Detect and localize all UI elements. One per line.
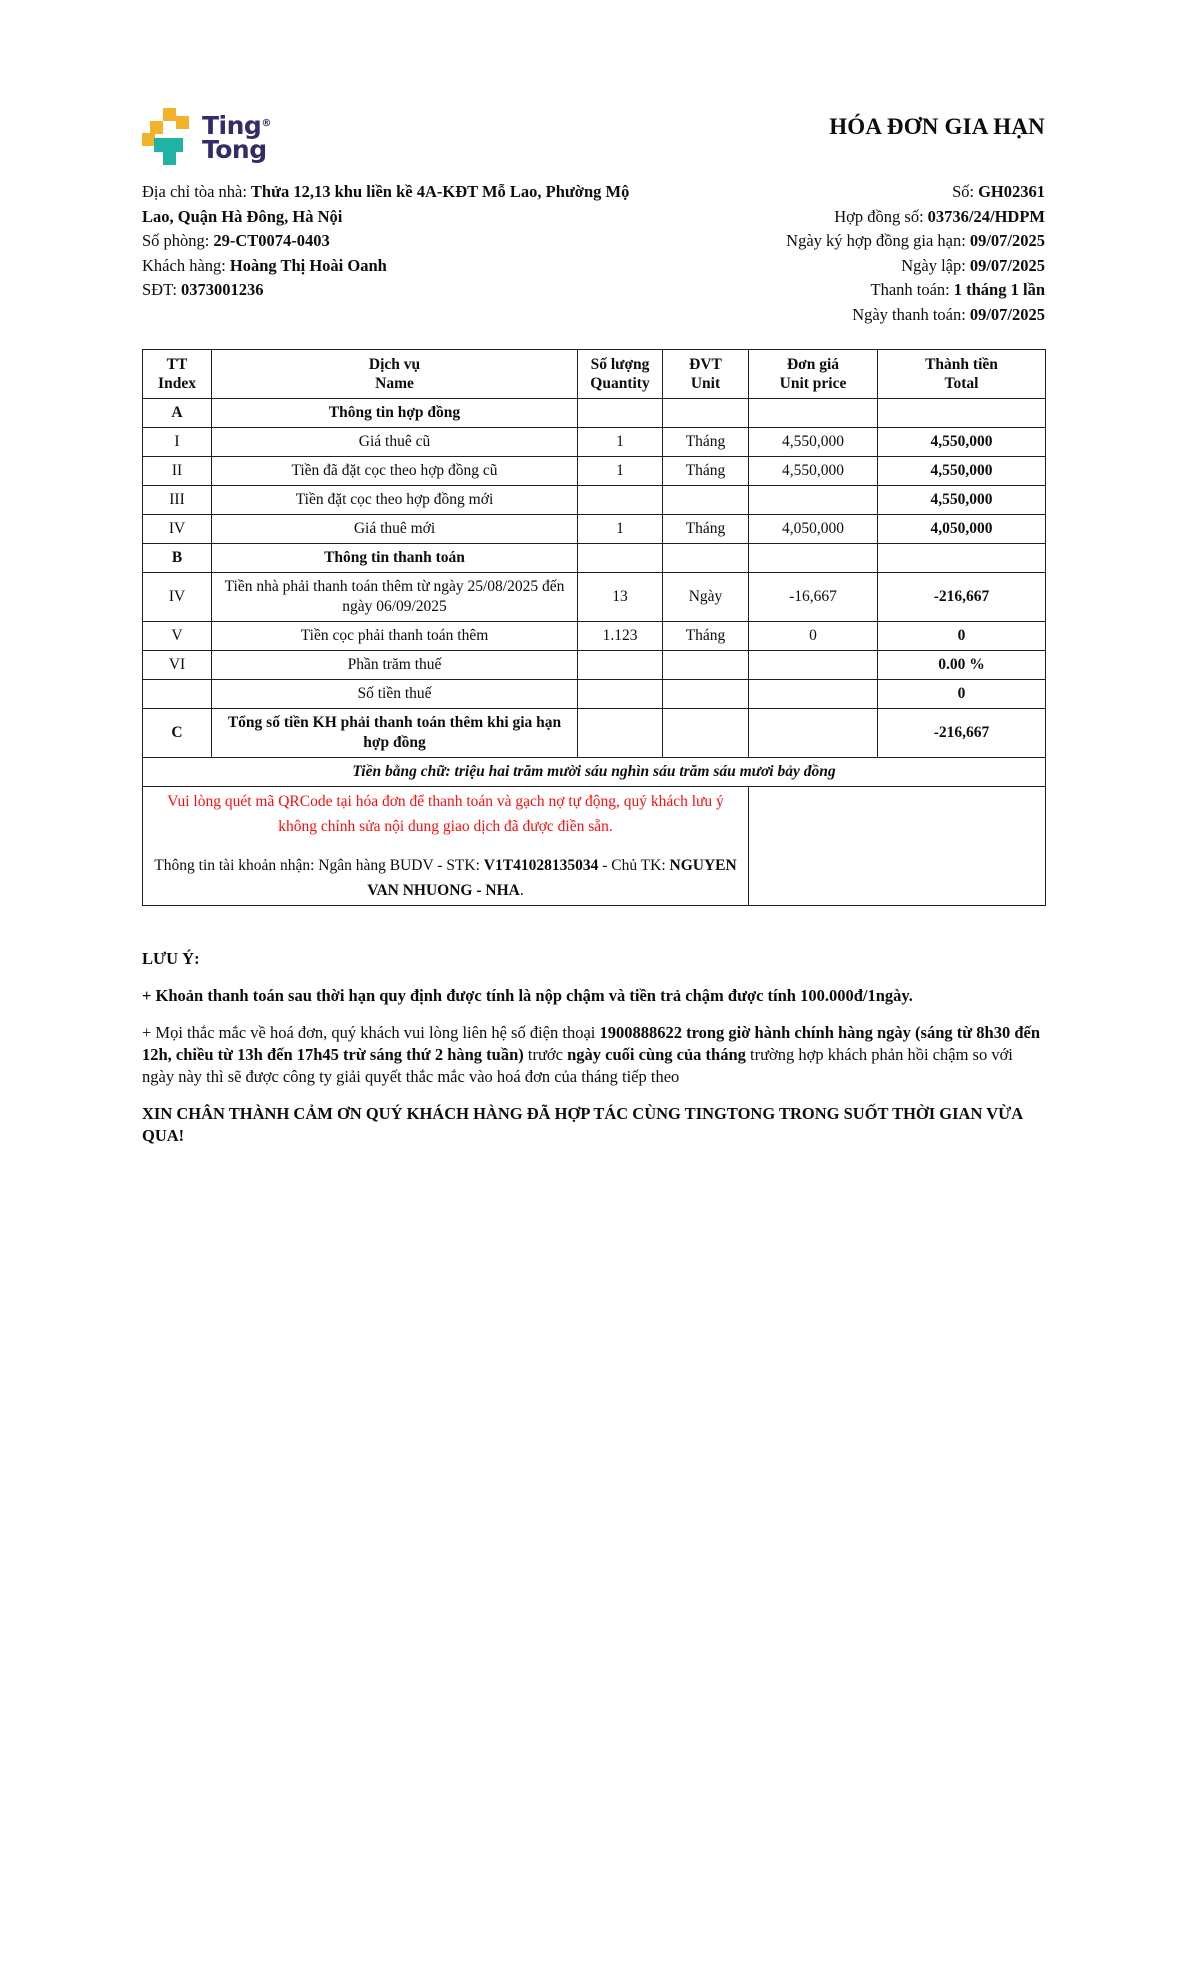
table-row: IV Giá thuê mới 1 Tháng 4,050,000 4,050,000 xyxy=(143,514,1046,543)
tingtong-logo xyxy=(142,108,271,166)
late-payment-note: + Khoản thanh toán sau thời hạn quy định được tính là nộp chậm và tiền trả chậm được tính 100.000đ/1ngày. xyxy=(142,985,913,1005)
room-label: Số phòng: xyxy=(142,231,210,251)
registered-mark: ® xyxy=(261,118,272,129)
header xyxy=(142,108,1045,166)
renewal-sign-date-label: Ngày ký hợp đồng gia hạn: xyxy=(786,231,966,251)
issue-date-value: 09/07/2025 xyxy=(969,255,1045,275)
table-header-row xyxy=(143,349,1046,398)
invoice-number-label: Số: xyxy=(952,182,975,201)
table-row: II Tiền đã đặt cọc theo hợp đồng cũ 1 Tháng 4,550,000 4,550,000 xyxy=(143,456,1046,485)
renewal-sign-date-value: 09/07/2025 xyxy=(969,231,1045,251)
table-row-section-b: B Thông tin thanh toán xyxy=(143,543,1046,572)
payment-instruction-cell xyxy=(143,786,749,905)
logo-line1: Ting xyxy=(202,111,262,140)
invoice-meta-block xyxy=(634,180,1045,328)
table-row: III Tiền đặt cọc theo hợp đồng mới 4,550,000 xyxy=(143,485,1046,514)
tingtong-pixel-sprout-icon xyxy=(142,108,190,166)
invoice-number-line xyxy=(634,180,1045,205)
payment-cycle-line xyxy=(634,278,1045,303)
issue-date-line xyxy=(634,254,1045,279)
logo-line2: Tong xyxy=(202,135,267,164)
closing-thanks: XIN CHÂN THÀNH CẢM ƠN QUÝ KHÁCH HÀNG ĐÃ HỢP TÁC CÙNG TINGTONG TRONG SUỐT THỜI GIAN VỪA QUA! xyxy=(142,1103,1023,1145)
table-row: V Tiền cọc phải thanh toán thêm 1.123 Tháng 0 0 xyxy=(143,621,1046,650)
contract-number-label: Hợp đồng số: xyxy=(834,206,924,226)
payment-cycle-label: Thanh toán: xyxy=(870,280,950,300)
room-number-line xyxy=(142,229,634,254)
col-header-total: Thành tiền Total xyxy=(878,349,1046,398)
contract-number-value: 03736/24/HDPM xyxy=(927,206,1045,226)
notes-section xyxy=(142,948,1045,1147)
building-info-block xyxy=(142,180,634,328)
phone-value: 0373001236 xyxy=(180,280,264,300)
receiving-account-info: Thông tin tài khoản nhận: Ngân hàng BUDV - STK: V1T41028135034 - Chủ TK: NGUYEN VAN NHUONG - NHA. xyxy=(154,856,737,899)
payment-date-value: 09/07/2025 xyxy=(969,304,1045,324)
customer-line xyxy=(142,254,634,279)
building-address-line xyxy=(142,180,634,229)
invoice-table xyxy=(142,349,1046,906)
table-row: I Giá thuê cũ 1 Tháng 4,550,000 4,550,000 xyxy=(143,427,1046,456)
col-header-index: TT Index xyxy=(143,349,212,398)
invoice-number-value: GH02361 xyxy=(978,182,1045,201)
logo-wordmark xyxy=(202,112,271,162)
address-value: Thửa 12,13 khu liền kề 4A-KĐT Mỗ Lao, Phường Mộ Lao, Quận Hà Đông, Hà Nội xyxy=(142,182,630,226)
payment-instruction-row xyxy=(143,786,1046,905)
invoice-info xyxy=(142,180,1045,328)
customer-value: Hoàng Thị Hoài Oanh xyxy=(229,255,387,275)
table-row-section-a: A Thông tin hợp đồng xyxy=(143,398,1046,427)
amount-in-words: Tiền bằng chữ: triệu hai trăm mười sáu nghìn sáu trăm sáu mươi bảy đồng xyxy=(143,757,1046,786)
table-row-total-c: C Tổng số tiền KH phải thanh toán thêm khi gia hạn hợp đồng -216,667 xyxy=(143,708,1046,757)
table-row: VI Phần trăm thuế 0.00 % xyxy=(143,650,1046,679)
renewal-sign-date-line xyxy=(634,229,1045,254)
hotline-note: + Mọi thắc mắc về hoá đơn, quý khách vui lòng liên hệ số điện thoại 1900888622 trong giờ hành chính hàng ngày (sáng từ 8h30 đến 12h, chiều từ 13h đến 17h45 trừ sáng thứ 2 hàng tuần) trước ngày cuối cùng của tháng trường hợp khách phản hồi chậm so với ngày này thì sẽ được công ty giải quyết thắc mắc vào hoá đơn của tháng tiếp theo xyxy=(142,1022,1040,1086)
issue-date-label: Ngày lập: xyxy=(901,255,966,275)
table-row: Số tiền thuế 0 xyxy=(143,679,1046,708)
notes-heading: LƯU Ý: xyxy=(142,948,200,968)
document-title: HÓA ĐƠN GIA HẠN xyxy=(829,114,1045,139)
phone-label: SĐT: xyxy=(142,280,177,300)
payment-cycle-value: 1 tháng 1 lần xyxy=(953,280,1045,300)
room-value: 29-CT0074-0403 xyxy=(213,231,330,251)
col-header-unit: ĐVT Unit xyxy=(663,349,749,398)
address-label: Địa chỉ tòa nhà: xyxy=(142,182,247,201)
col-header-quantity: Số lượng Quantity xyxy=(578,349,663,398)
contract-number-line xyxy=(634,205,1045,230)
col-header-name: Dịch vụ Name xyxy=(212,349,578,398)
qr-payment-note: Vui lòng quét mã QRCode tại hóa đơn để thanh toán và gạch nợ tự động, quý khách lưu ý không chỉnh sửa nội dung giao dịch đã được điền sẵn. xyxy=(167,792,724,835)
payment-date-label: Ngày thanh toán: xyxy=(852,304,966,324)
phone-line xyxy=(142,278,634,303)
table-row: IV Tiền nhà phải thanh toán thêm từ ngày 25/08/2025 đến ngày 06/09/2025 13 Ngày -16,667 -216,667 xyxy=(143,572,1046,621)
amount-in-words-row xyxy=(143,757,1046,786)
customer-label: Khách hàng: xyxy=(142,255,226,275)
payment-date-line xyxy=(634,303,1045,328)
col-header-unit-price: Đơn giá Unit price xyxy=(749,349,878,398)
qr-code-placeholder xyxy=(749,786,1046,905)
